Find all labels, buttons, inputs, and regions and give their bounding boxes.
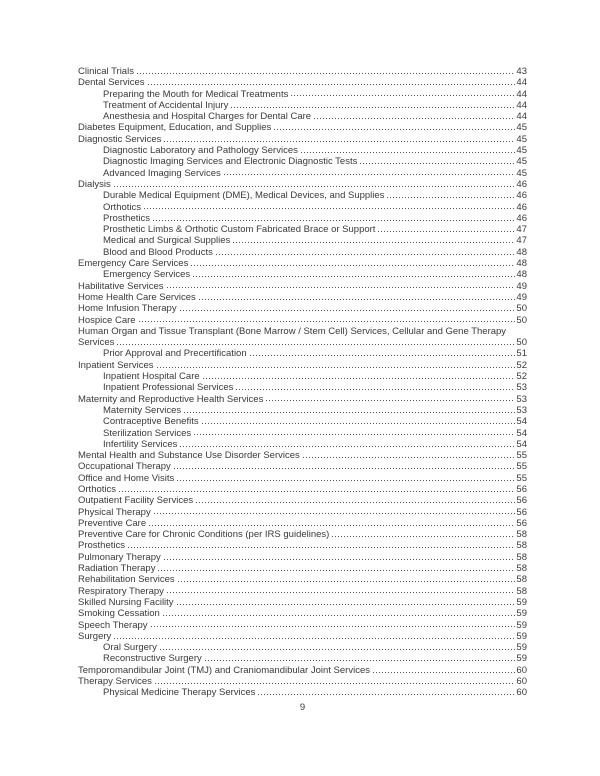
toc-entry-title: Outpatient Facility Services [78, 495, 194, 507]
toc-entry [78, 428, 527, 439]
toc-entry-page: 45 [516, 133, 527, 145]
toc-entry-page: 48 [516, 258, 527, 270]
dot-leader [303, 450, 516, 458]
toc-entry [78, 484, 527, 495]
toc-entry-title: Preventive Care [78, 517, 147, 529]
toc-entry-title: Treatment of Accidental Injury [103, 99, 229, 111]
toc-entry-page: 46 [516, 212, 527, 224]
dot-leader [231, 100, 515, 108]
toc-entry [78, 156, 527, 167]
toc-entry [78, 292, 527, 303]
toc-entry [78, 653, 527, 664]
toc-entry [78, 552, 527, 563]
toc-entry [78, 642, 527, 653]
toc-entry-title: Orthotics [103, 201, 142, 213]
toc-entry [78, 111, 527, 122]
toc-entry-title: Inpatient Hospital Care [103, 371, 200, 383]
toc-entry [78, 66, 527, 77]
toc-entry-page: 45 [516, 122, 527, 134]
toc-entry [78, 529, 527, 540]
dot-leader [274, 122, 515, 130]
toc-entry-page: 44 [516, 111, 527, 123]
toc-entry-title: Smoking Cessation [78, 608, 160, 620]
dot-leader [177, 597, 516, 605]
toc-entry-page: 45 [516, 167, 527, 179]
toc-entry-page: 59 [516, 630, 527, 642]
toc-entry-page: 45 [516, 156, 527, 168]
dot-leader [378, 224, 515, 232]
toc-entry-page: 56 [516, 506, 527, 518]
toc-entry-title: Services [78, 337, 115, 349]
toc-entry-title: Inpatient Professional Services [103, 382, 234, 394]
toc-entry-title: Home Infusion Therapy [78, 303, 177, 315]
dot-leader [373, 665, 515, 673]
toc-entry [78, 507, 527, 518]
dot-leader [202, 416, 516, 424]
toc-entry-title: Diagnostic Imaging Services and Electronic Diagnostic Tests [103, 156, 358, 168]
toc-entry-title: Physical Medicine Therapy Services [103, 687, 256, 699]
toc-entry-page: 58 [516, 585, 527, 597]
dot-leader [203, 371, 516, 379]
dot-leader [224, 168, 516, 176]
toc-entry-title: Medical and Surgical Supplies [103, 235, 231, 247]
dot-leader [167, 281, 516, 289]
toc-entry [78, 540, 527, 551]
toc-entry-page: 47 [516, 235, 527, 247]
toc-entry [78, 665, 527, 676]
toc-entry-title: Hospice Care [78, 314, 136, 326]
dot-leader [114, 179, 516, 187]
toc-entry [78, 235, 527, 246]
toc-entry-title: Prosthetics [103, 212, 150, 224]
toc-entry-page: 50 [516, 337, 527, 349]
toc-entry-page: 46 [516, 178, 527, 190]
toc-entry-page: 52 [516, 359, 527, 371]
dot-leader [314, 111, 515, 119]
toc-entry [78, 247, 527, 258]
toc-entry-title: Prior Approval and Precertification [103, 348, 247, 360]
toc-entry-title: Pulmonary Therapy [78, 551, 161, 563]
dot-leader [332, 529, 515, 537]
toc-entry-page: 53 [516, 393, 527, 405]
toc-entry-page: 48 [516, 246, 527, 258]
toc-entry [78, 439, 527, 450]
toc-entry-page: 45 [516, 145, 527, 157]
toc-entry [78, 405, 527, 416]
toc-entry-page: 49 [516, 291, 527, 303]
toc-entry-title: Dialysis [78, 178, 111, 190]
toc-entry [78, 168, 527, 179]
toc-entry-page: 58 [516, 529, 527, 541]
toc-entry-title: Prosthetics [78, 540, 125, 552]
toc-entry [78, 371, 527, 382]
dot-leader [128, 540, 515, 548]
toc-entry [78, 473, 527, 484]
toc-entry-page: 52 [516, 371, 527, 383]
toc-entry [78, 382, 527, 393]
toc-entry [78, 281, 527, 292]
toc-entry [78, 495, 527, 506]
toc-entry-title: Prosthetic Limbs & Orthotic Custom Fabricated Brace or Support [103, 224, 376, 236]
dot-leader [144, 202, 515, 210]
toc-entry-page: 58 [516, 563, 527, 575]
dot-leader [157, 360, 516, 368]
toc-entry-page: 55 [516, 450, 527, 462]
dot-leader [164, 552, 516, 560]
toc-entry-page: 53 [516, 404, 527, 416]
toc-entry-page: 59 [516, 642, 527, 654]
toc-entry-title: Occupational Therapy [78, 461, 171, 473]
dot-leader [177, 473, 515, 481]
dot-leader [205, 653, 516, 661]
dot-leader [180, 439, 515, 447]
toc-entry-page: 56 [516, 495, 527, 507]
dot-leader [114, 631, 515, 639]
toc-entry-title: Physical Therapy [78, 506, 151, 518]
dot-leader [291, 89, 515, 97]
dot-leader [149, 518, 515, 526]
toc-entry-title: Speech Therapy [78, 619, 148, 631]
toc-entry-title: Dental Services [78, 77, 145, 89]
toc-entry-title: Inpatient Services [78, 359, 154, 371]
toc-entry [78, 145, 527, 156]
toc-entry [78, 597, 527, 608]
toc-entry-title: Radiation Therapy [78, 563, 156, 575]
dot-leader [155, 676, 516, 684]
toc-entry [78, 89, 527, 100]
toc-entry-page: 56 [516, 483, 527, 495]
toc-entry-page: 44 [516, 77, 527, 89]
toc-entry-page: 59 [516, 619, 527, 631]
dot-leader [117, 337, 515, 345]
toc-entry [78, 687, 527, 698]
toc-entry-title: Office and Home Visits [78, 472, 175, 484]
toc-entry-title: Preventive Care for Chronic Conditions (per IRS guidelines) [78, 529, 330, 541]
dot-leader [258, 687, 515, 695]
toc-entry-page: 58 [516, 574, 527, 586]
toc-entry-page: 55 [516, 461, 527, 473]
toc-entry [78, 134, 527, 145]
footer-page-number: 9 [299, 702, 306, 713]
toc-entry-title: Clinical Trials [78, 66, 134, 77]
dot-leader [196, 495, 515, 503]
toc-entry-title: Emergency Care Services [78, 258, 189, 270]
toc-entry-page: 50 [516, 303, 527, 315]
toc-entry-page: 56 [516, 517, 527, 529]
toc-entry-page: 59 [516, 653, 527, 665]
toc-entry [78, 563, 527, 574]
toc-entry-title: Maternity Services [103, 404, 182, 416]
toc-entry-page: 54 [516, 427, 527, 439]
toc-entry-page: 51 [516, 348, 527, 360]
dot-leader [167, 586, 516, 594]
toc-entry-title: Infertility Services [103, 438, 178, 450]
toc-entry-title: Therapy Services [78, 676, 152, 688]
toc-entry [78, 315, 527, 326]
dot-leader [163, 608, 516, 616]
toc-entry [78, 100, 527, 111]
dot-leader [180, 303, 516, 311]
dot-leader [216, 247, 516, 255]
toc-entry-title: Oral Surgery [103, 642, 157, 654]
toc-entry-title: Sterilization Services [103, 427, 192, 439]
toc-entry-title: Surgery [78, 630, 112, 642]
toc-entry [78, 224, 527, 235]
toc-entry [78, 416, 527, 427]
toc-entry-page: 46 [516, 190, 527, 202]
toc-entry [78, 337, 527, 348]
dot-leader [153, 213, 515, 221]
toc-entry-page: 59 [516, 596, 527, 608]
toc-entry-title: Emergency Services [103, 269, 191, 281]
dot-leader [154, 507, 516, 515]
toc-entry [78, 77, 527, 88]
toc-entry-page: 59 [516, 608, 527, 620]
toc-entry-page: 60 [516, 676, 527, 688]
toc-entry-page: 60 [516, 664, 527, 676]
toc-entry-title: Blood and Blood Products [103, 246, 213, 258]
toc-entry-title: Rehabilitation Services [78, 574, 175, 586]
toc-list [78, 66, 527, 699]
toc-entry [78, 213, 527, 224]
toc-entry-page: 46 [516, 201, 527, 213]
toc-entry [78, 631, 527, 642]
toc-entry [78, 202, 527, 213]
dot-leader [387, 190, 515, 198]
toc-entry-page: 43 [516, 66, 527, 77]
toc-entry-page: 54 [516, 438, 527, 450]
toc-entry-title: Respiratory Therapy [78, 585, 164, 597]
toc-entry [78, 360, 527, 371]
toc-entry-title: Reconstructive Surgery [103, 653, 202, 665]
dot-leader [193, 269, 515, 277]
toc-entry-title: Diabetes Equipment, Education, and Supplies [78, 122, 272, 134]
toc-entry [78, 394, 527, 405]
dot-leader [160, 642, 516, 650]
toc-entry [78, 574, 527, 585]
dot-leader [119, 484, 515, 492]
dot-leader [236, 382, 515, 390]
toc-entry-title: Home Health Care Services [78, 291, 196, 303]
dot-leader [174, 461, 516, 469]
toc-entry [78, 326, 527, 337]
toc-entry-title: Habilitative Services [78, 280, 164, 292]
toc-entry [78, 461, 527, 472]
dot-leader [137, 66, 515, 74]
dot-leader [301, 145, 516, 153]
toc-entry-title: Diagnostic Laboratory and Pathology Services [103, 145, 298, 157]
toc-entry-page: 47 [516, 224, 527, 236]
toc-entry-title: Contraceptive Benefits [103, 416, 199, 428]
toc-entry [78, 348, 527, 359]
toc-entry-page: 60 [516, 687, 527, 699]
dot-leader [199, 292, 516, 300]
dot-leader [233, 235, 515, 243]
dot-leader [194, 428, 515, 436]
toc-entry-title: Diagnostic Services [78, 133, 162, 145]
toc-entry-title: Anesthesia and Hospital Charges for Dental Care [103, 111, 312, 123]
toc-entry-page: 53 [516, 382, 527, 394]
dot-leader [360, 156, 515, 164]
toc-entry-title: Skilled Nursing Facility [78, 596, 174, 608]
toc-entry-title: Mental Health and Substance Use Disorder Services [78, 450, 300, 462]
toc-entry-title: Advanced Imaging Services [103, 167, 221, 179]
toc-entry [78, 122, 527, 133]
toc-entry-title: Durable Medical Equipment (DME), Medical Devices, and Supplies [103, 190, 385, 202]
dot-leader [158, 563, 515, 571]
dot-leader [184, 405, 515, 413]
toc-entry [78, 179, 527, 190]
dot-leader [164, 134, 515, 142]
toc-entry-page: 54 [516, 416, 527, 428]
toc-entry-page: 50 [516, 314, 527, 326]
toc-entry [78, 620, 527, 631]
toc-entry [78, 676, 527, 687]
dot-leader [250, 348, 516, 356]
toc-entry-title: Maternity and Reproductive Health Services [78, 393, 264, 405]
toc-entry-page: 55 [516, 472, 527, 484]
toc-entry-page: 44 [516, 99, 527, 111]
dot-leader [139, 315, 516, 323]
toc-entry [78, 450, 527, 461]
dot-leader [178, 574, 516, 582]
dot-leader [148, 77, 516, 85]
toc-entry-title: Temporomandibular Joint (TMJ) and Craniomandibular Joint Services [78, 664, 370, 676]
toc-entry [78, 518, 527, 529]
dot-leader [266, 394, 515, 402]
toc-entry [78, 303, 527, 314]
toc-entry-page: 49 [516, 280, 527, 292]
dot-leader [151, 620, 516, 628]
toc-entry-title: Orthotics [78, 483, 117, 495]
toc-entry-page: 48 [516, 269, 527, 281]
toc-entry [78, 269, 527, 280]
toc-entry [78, 258, 527, 269]
dot-leader [191, 258, 515, 266]
toc-entry [78, 586, 527, 597]
toc-entry-title: Preparing the Mouth for Medical Treatments [103, 88, 289, 100]
toc-entry [78, 608, 527, 619]
toc-entry-page: 58 [516, 540, 527, 552]
toc-entry-page: 44 [516, 88, 527, 100]
toc-entry-page: 58 [516, 551, 527, 563]
toc-entry-title: Human Organ and Tissue Transplant (Bone Marrow / Stem Cell) Services, Cellular and Gene Therapy [78, 325, 507, 337]
toc-entry [78, 190, 527, 201]
